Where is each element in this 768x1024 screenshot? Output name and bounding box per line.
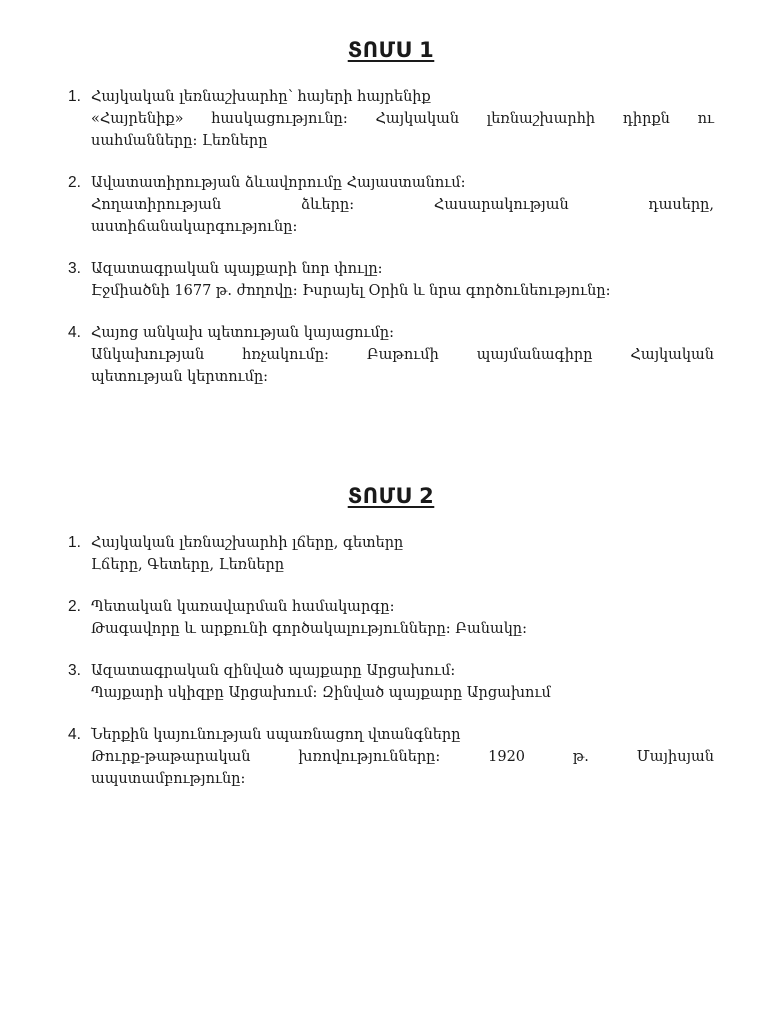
topic-detail-line: Թագավորը և արքունի գործակալությունները: Բանակը: <box>91 621 527 637</box>
topic-title: Պետական կառավարման համակարգը: <box>91 599 395 615</box>
topic-detail-line: Թուրք-թաթարական խռովությունները: 1920 թ. Մայիսյան <box>91 749 714 765</box>
topic-title: Ազատագրական պայքարի նոր փուլը: <box>91 261 383 277</box>
topic-title: Հայոց անկախ պետության կայացումը: <box>91 325 394 341</box>
topic-title: Ներքին կայունության սպառնացող վտանգները <box>91 727 461 743</box>
topic-detail-line: պետության կերտումը: <box>91 369 269 385</box>
topic-number: 2. <box>68 174 81 191</box>
topic-detail-line: սահմանները: Լեռները <box>91 133 268 149</box>
topic-item <box>68 258 714 302</box>
topic-detail-line: Պայքարի սկիզբը Արցախում: Զինված պայքարը Արցախում <box>91 685 551 701</box>
topic-detail-line: ապստամբությունը: <box>91 771 246 787</box>
topic-title: Հայկական լեռնաշխարհը՝ հայերի հայրենիք <box>91 89 431 105</box>
topic-item <box>68 724 714 790</box>
topic-number: 1. <box>68 88 81 105</box>
topic-title: Ազատագրական զինված պայքարը Արցախում: <box>91 663 456 679</box>
section-heading: ՏՈՄՍ 2 <box>347 484 435 508</box>
section-heading: ՏՈՄՍ 1 <box>347 38 435 62</box>
topic-detail-line: աստիճանակարգությունը: <box>91 219 298 235</box>
topic-number: 1. <box>68 534 81 551</box>
topic-detail-line: Լճերը, Գետերը, Լեռները <box>91 557 285 573</box>
topic-detail-line: «Հայրենիք» հասկացությունը: Հայկական լեռնաշխարհի դիրքն ու <box>91 111 714 127</box>
section-volume-1 <box>68 36 714 408</box>
topic-list <box>68 532 714 790</box>
topic-item <box>68 86 714 152</box>
topic-detail-line: Հողատիրության ձևերը: Հասարակության դասերը, <box>91 197 714 213</box>
topic-item <box>68 660 714 704</box>
topic-item <box>68 172 714 238</box>
topic-title: Ավատատիրության ձևավորումը Հայաստանում: <box>91 175 466 191</box>
topic-number: 3. <box>68 260 81 277</box>
topic-list <box>68 86 714 388</box>
topic-detail-line: Անկախության հռչակումը: Բաթումի պայմանագիրը Հայկական <box>91 347 714 363</box>
topic-title: Հայկական լեռնաշխարհի լճերը, գետերը <box>91 535 404 551</box>
topic-item <box>68 532 714 576</box>
topic-number: 2. <box>68 598 81 615</box>
topic-number: 3. <box>68 662 81 679</box>
topic-item <box>68 322 714 388</box>
section-volume-2 <box>68 482 714 810</box>
topic-number: 4. <box>68 726 81 743</box>
topic-number: 4. <box>68 324 81 341</box>
topic-item <box>68 596 714 640</box>
topic-detail-line: Էջմիածնի 1677 թ. ժողովը: Իսրայել Օրին և նրա գործունեությունը: <box>91 283 611 299</box>
